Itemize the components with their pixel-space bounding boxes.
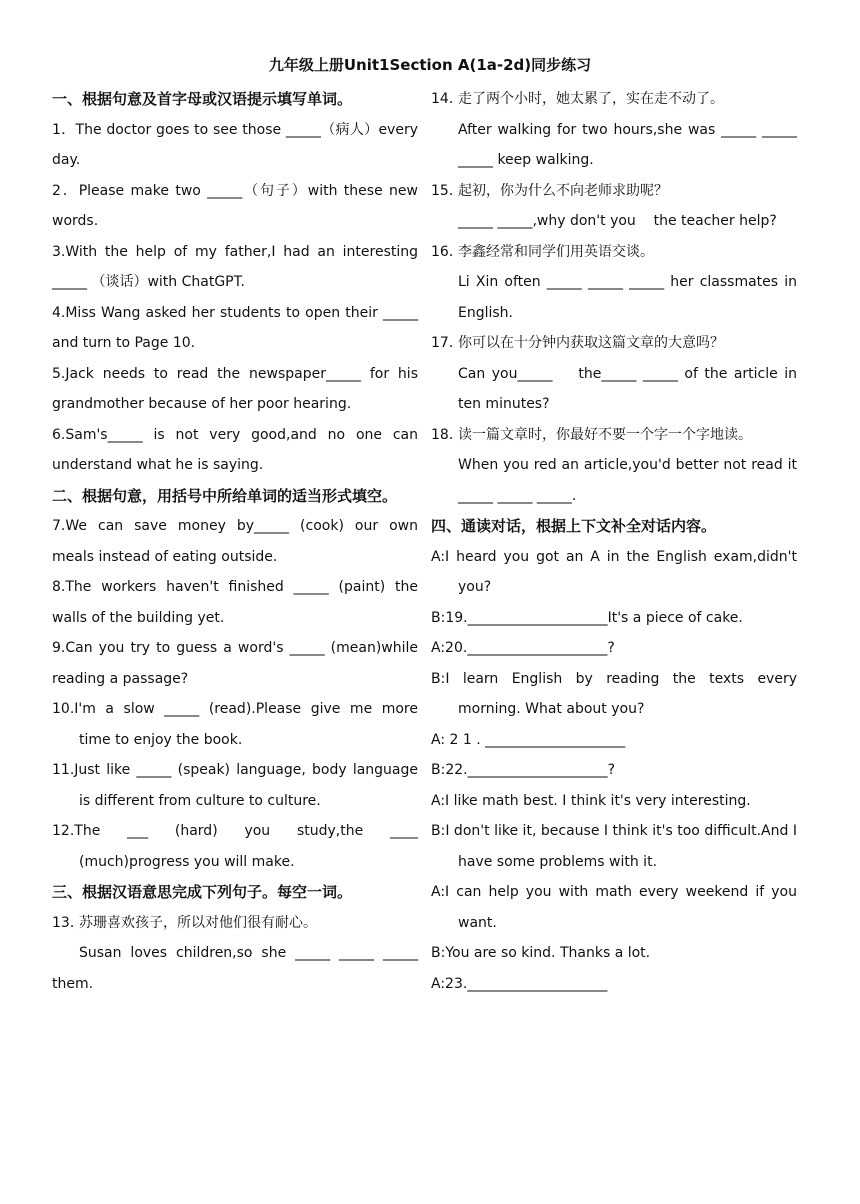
- question-18: [431, 420, 797, 512]
- question-9: 9.Can you try to guess a word's _____ (mean)while reading a passage?: [52, 640, 418, 687]
- dialogue-line-9: A:I can help you with math every weekend if you want.: [431, 884, 797, 931]
- section-4-heading: 四、通读对话，根据上下文补全对话内容。: [431, 517, 717, 535]
- question-13: [52, 908, 418, 1000]
- question-11: 11.Just like _____ (speak) language, body language is different from culture to culture.: [52, 762, 418, 809]
- question-16-chinese: 16．李鑫经常和同学们用英语交谈。: [431, 243, 654, 260]
- page-title: 九年级上册Unit1Section A(1a-2d)同步练习: [268, 56, 592, 74]
- question-16: [431, 237, 797, 329]
- section-2-heading: 二、根据句意，用括号中所给单词的适当形式填空。: [52, 486, 398, 505]
- question-13-number: 13．: [52, 914, 84, 931]
- dialogue-line-23: A:23.____________________: [431, 975, 608, 992]
- question-14: [431, 84, 797, 176]
- section-1-heading: 一、根据句意及首字母或汉语提示填写单词。: [52, 90, 353, 108]
- question-7: 7.We can save money by_____ (cook) our own meals instead of eating outside.: [52, 518, 418, 565]
- left-column: [52, 84, 418, 999]
- dialogue-line-21: A: 2 1 . ____________________: [431, 731, 626, 748]
- question-6: 6.Sam's_____ is not very good,and no one can understand what he is saying.: [52, 426, 418, 473]
- dialogue-line-7: A:I like math best. I think it's very interesting.: [431, 792, 751, 809]
- question-1: 1．The doctor goes to see those _____（病人）every day.: [52, 121, 418, 168]
- question-10: 10.I'm a slow _____ (read).Please give me more time to enjoy the book.: [52, 701, 418, 748]
- question-2: 2．Please make two _____（句子）with these new words.: [52, 182, 418, 229]
- dialogue-line-8: B:I don't like it, because I think it's too difficult.And I have some problems with it.: [431, 823, 797, 870]
- question-15: [431, 176, 797, 237]
- dialogue-line-4: B:I learn English by reading the texts every morning. What about you?: [431, 670, 797, 717]
- question-4: 4.Miss Wang asked her students to open their _____ and turn to Page 10.: [52, 304, 418, 351]
- question-8: 8.The workers haven't finished _____ (paint) the walls of the building yet.: [52, 579, 418, 626]
- question-18-chinese: 18．读一篇文章时，你最好不要一个字一个字地读。: [431, 426, 752, 443]
- dialogue-line-20: A:20.____________________?: [431, 640, 615, 656]
- right-column: [431, 84, 802, 999]
- dialogue-line-10: B:You are so kind. Thanks a lot.: [431, 945, 651, 961]
- question-17-chinese: 17．你可以在十分钟内获取这篇文章的大意吗？: [431, 335, 724, 351]
- question-17-english: Can you_____ the_____ _____ of the article in ten minutes?: [458, 365, 802, 412]
- dialogue-line-22: B:22.____________________?: [431, 762, 616, 778]
- question-14-chinese: 14．走了两个小时，她太累了，实在走不动了。: [431, 91, 724, 107]
- question-15-english: _____ _____,why don't you the teacher help?: [458, 213, 777, 229]
- question-13-chinese: 13．苏珊喜欢孩子，所以对他们很有耐心。: [52, 908, 418, 939]
- dialogue-line-19: B:19.____________________It's a piece of cake.: [431, 609, 743, 626]
- dialogue-line-1: A:I heard you got an A in the English exam,didn't you?: [431, 548, 797, 595]
- question-5: 5.Jack needs to read the newspaper_____ for his grandmother because of her poor hearing.: [52, 365, 418, 412]
- question-13-english: Susan loves children,so she _____ _____ _____ them.: [52, 945, 418, 992]
- question-17: [431, 328, 802, 420]
- question-3: 3.With the help of my father,I had an interesting _____ （谈话）with ChatGPT.: [52, 243, 418, 290]
- question-15-chinese: 15．起初，你为什么不向老师求助呢？: [431, 182, 668, 199]
- section-3-heading: 三、根据汉语意思完成下列句子。每空一词。: [52, 883, 353, 901]
- question-18-english: When you red an article,you'd better not read it _____ _____ _____.: [458, 457, 797, 504]
- question-16-english: Li Xin often _____ _____ _____ her classmates in English.: [458, 274, 797, 321]
- question-12: 12.The ___ (hard) you study,the ____ (much)progress you will make.: [52, 823, 418, 870]
- question-14-english: After walking for two hours,she was _____ _____ _____ keep walking.: [458, 121, 797, 168]
